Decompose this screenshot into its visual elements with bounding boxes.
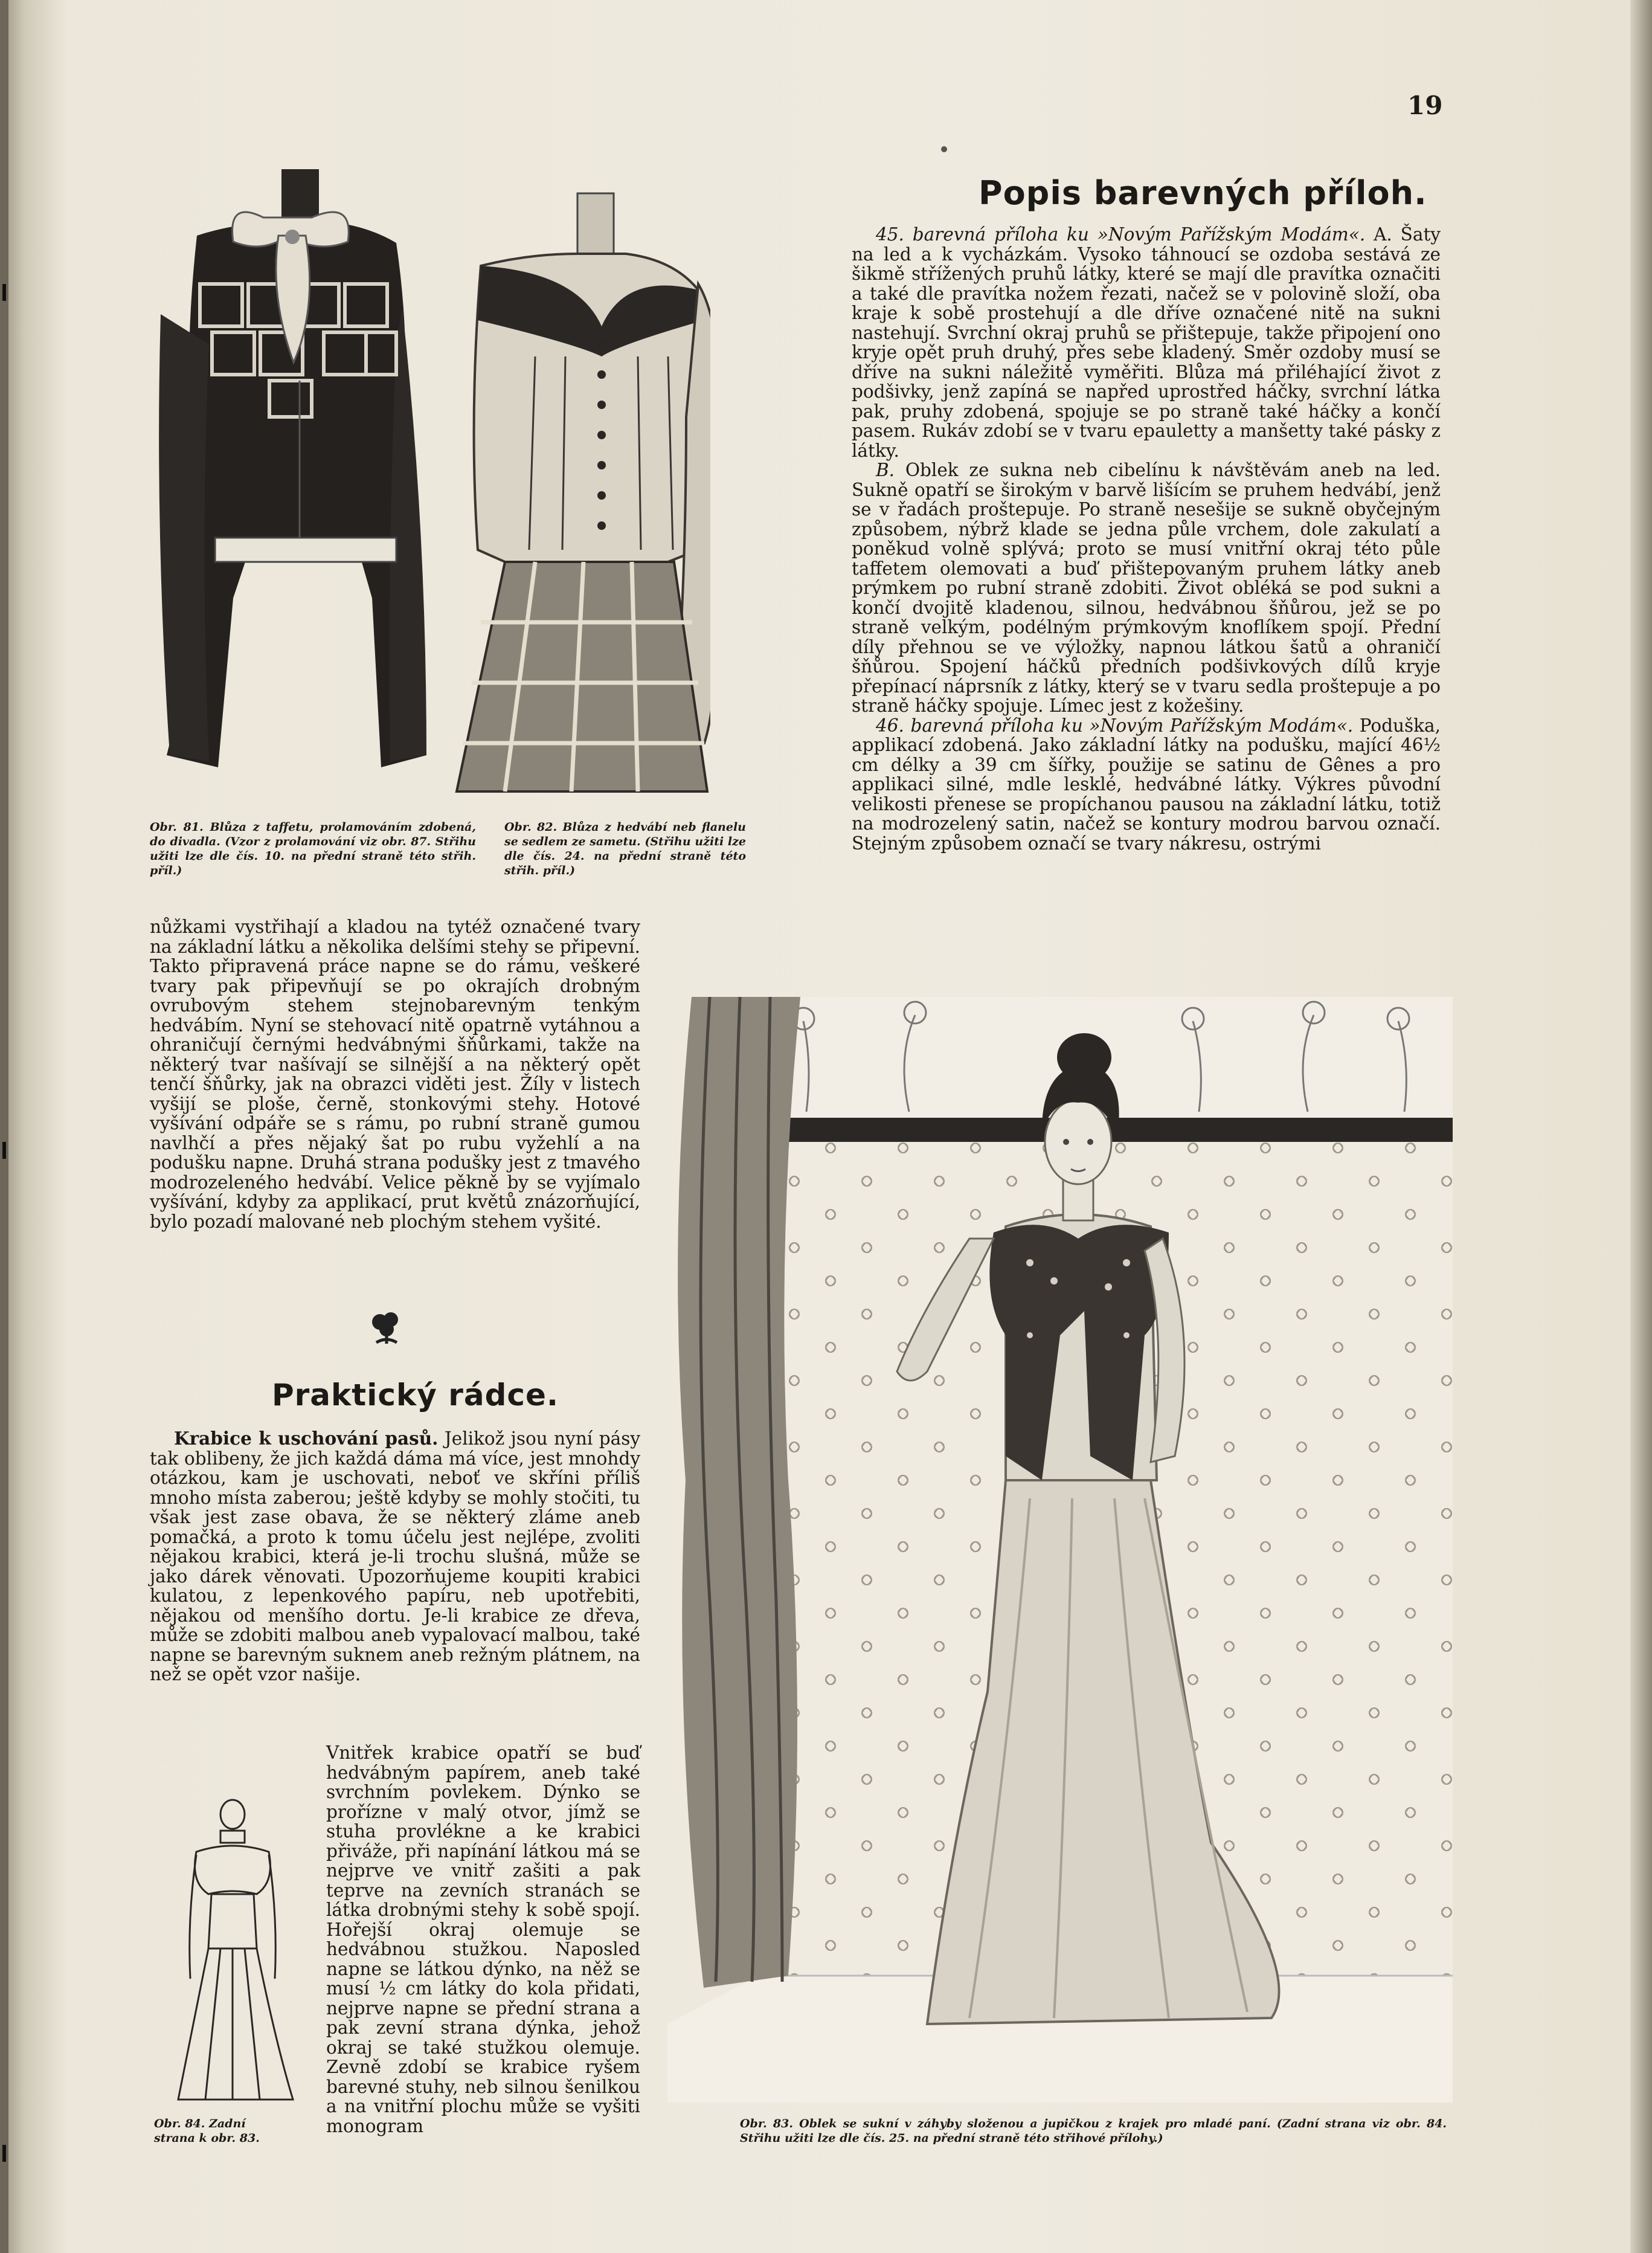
advice-narrow-paragraph: Vnitřek krabice opatří se buď hedvábným papírem, aneb také svrchním povlekem. Dýnko se prořízne v malý otvor, jímž se stuha provlékne a ke krabici přiváže, při napínání látkou má se nejprve ve vnitř zašiti a pak teprve na zevních stranách se látka drobnými stehy k sobě spojí. Hořejší okraj olemuje se hedvábnou stužkou. Naposled napne se látkou dýnko, na něž se musí ½ cm látky do kola přidati, nejprve napne se přední strana a pak zevní strana dýnka, jehož okraj se také stužkou olemuje. Zevně zdobí se krabice ryšem barevné stuhy, neb silnou šenilkou a na vnitřní plochu může se vyšiti monogram — [326, 1742, 640, 2136]
advice-body: Jelikož jsou nyní pásy tak oblibeny, že jich každá dáma má více, jest mnohdy otázkou, kam je uschovati, neboť ve skříni příliš mnoho místa zaberou; ještě kdyby se mohly stočiti, tu však jest zase obava, že se některý zláme aneb pomačká, a proto k tomu účelu jest nejlépe, zvoliti nějakou krabici, která je-li trochu slušná, může se jako dárek věnovati. Upozorňujeme koupiti krabici kulatou, z lepenkového papíru, neb upotřebiti, nějakou od menšího dortu. Je-li krabice ze dřeva, může se zdobiti malbou aneb vypalovací malbou, také napne se barevným suknem aneb režným plátnem, na než se opět vzor našije. — [150, 1428, 640, 1684]
paragraph-plate-45-b — [852, 460, 1441, 716]
silk-yoke-blouse — [457, 193, 710, 791]
advice-text-narrow — [326, 1743, 640, 2136]
paragraph-plate-46-text: Poduška, applikací zdobená. Jako základní látky na podušku, mající 46½ cm délky a 39 cm šířky, použije se satinu de Gênes a pro applikaci silné, mdle lesklé, hedvábné látky. Výkres původní velikosti přenese se propíchanou pausou na základní látku, totiž na modrozelený satin, načež se kontury modrou barvou označí. Stejným způsobem označí se tvary nákresu, ostrými — [852, 715, 1441, 854]
page-edge-shadow — [1630, 0, 1652, 2253]
caption-figure-81: Obr. 81. Blůza z taffetu, prolamováním zdobená, do divadla. (Vzor z prolamování viz obr. 87. Střihu užiti lze dle čís. 10. na přední straně této střih. příl.) — [150, 820, 476, 877]
paragraph-plate-46-lead: 46. barevná příloha ku »Novým Pařížským Modám«. — [876, 715, 1354, 736]
flower-ornament-icon — [367, 1311, 407, 1346]
paragraph-plate-45 — [852, 225, 1441, 460]
spine-mark-top — [2, 284, 6, 301]
heading-color-plates: Popis barevných příloh. — [979, 174, 1427, 212]
caption-figure-82: Obr. 82. Blůza z hedvábí neb flanelu se sedlem ze sametu. (Střihu užiti lze dle čís. 24. na přední straně této střih. příl.) — [504, 820, 746, 877]
advice-paragraph — [150, 1429, 640, 1684]
spine-mark-bottom — [2, 2145, 6, 2162]
right-column-text — [852, 225, 1441, 853]
caption-figure-83: Obr. 83. Oblek se sukní v záhyby složenou a jupičkou z krajek pro mladé paní. (Zadní strana viz obr. 84. Střihu užiti lze dle čís. 25. na přední straně této střihové přílohy.) — [740, 2117, 1447, 2145]
ornament-dot — [941, 146, 947, 152]
heading-practical-advisor: Praktický rádce. — [272, 1378, 559, 1413]
binding-spine — [0, 0, 24, 2253]
left-column-continuation — [150, 917, 640, 1231]
advice-lead: Krabice k uschování pasů. — [174, 1428, 439, 1449]
caption-figure-84: Obr. 84. Zadní strana k obr. 83. — [154, 2117, 260, 2145]
dark-taffeta-blouse — [159, 169, 426, 767]
paragraph-plate-45-b-text: Oblek ze sukna neb cibelínu k návštěvám aneb na led. Sukně opatří se širokým v barvě lišícím se pruhem hedvábí, jenž se v řadách proštepuje. Po straně nesešije se sukně obyčejným způsobem, nýbrž klade se jedna půle vrchem, dole zakulatí a poněkud volně splývá; proto se musí vnitřní okraj této půle taffetem olemovati a buď přištepovaným pruhem látky aneb prýmkem po rubní straně zdobiti. Život obléká se pod sukni a končí dvojitě kladenou, silnou, hedvábnou šňůrou, jež se po straně velkým, podélným prýmkovým knoflíkem spojí. Přední díly přehnou se ve výložky, napnou látkou šatů a ohraničí šňůrou. Spojení háčků předních podšivkových dílů kryje přepínací náprsník z látky, který se v tvaru sedla proštepuje a po straně háčky spojuje. Límec jest z kožešiny. — [852, 460, 1441, 716]
advice-text-wide — [150, 1429, 640, 1684]
spine-mark-middle — [2, 1142, 6, 1159]
page-number: 19 — [1407, 91, 1443, 120]
paragraph-plate-46 — [852, 716, 1441, 854]
figure-81-82-blouses — [143, 163, 710, 798]
paragraph-plate-45-b-lead: B. — [876, 460, 895, 480]
continuation-paragraph: nůžkami vystřihají a kladou na tytéž označené tvary na základní látku a několika delšími stehy se připevní. Takto připravená práce napne se do rámu, veškeré tvary pak připevňují se po okrajích drobným ovrubovým stehem stejnobarevným tenkým hedvábím. Nyní se stehovací nitě opatrně vytáhnou a ohraničují černými hedvábnými šňůrkami, takže na některý tvar našívají se silnější a na některý opět tenčí šňůrky, jak na obrazci viděti jest. Žíly v listech vyšijí se ploše, černě, stonkovými stehy. Hotové vyšívání odpáře se s rámu, po rubní straně gumou navlhčí a přes nějaký šat po rubu vyžehlí a na podušku napne. Druhá strana podušky jest z tmavého modrozeleného hedvábí. Velice pěkně by se vyjímalo vyšívání, kdyby za applikací, prut květů znázorňující, bylo pozadí malované neb plochým stehem vyšité. — [150, 917, 640, 1232]
paragraph-plate-45-lead: 45. barevná příloha ku »Novým Pařížským Modám«. — [876, 224, 1366, 245]
figure-83-lady-in-gown — [667, 997, 1453, 2103]
figure-84-back-view — [154, 1797, 317, 2112]
paragraph-plate-45-text: A. Šaty na led a k vycházkám. Vysoko táhnoucí se ozdoba sestává ze šikmě střížených pruhů látky, které se mají dle pravítka označiti a také dle pravítka nožem řezati, načež se v polovině složí, oba kraje k sobě prostehují a dle dříve označené nitě na sukni nastehují. Svrchní okraj pruhů se přištepuje, takže připojení ono kryje opět pruh druhý, přes sebe kladený. Směr ozdoby musí se dříve na sukni náležitě vyměřiti. Blůza má přiléhající život z podšivky, jenž zapíná se napřed uprostřed háčky, svrchní látka pak, pruhy zdobená, spojuje se po straně také háčky a končí pasem. Rukáv zdobí se v tvaru epauletty a manšetty také pásky z látky. — [852, 224, 1441, 461]
